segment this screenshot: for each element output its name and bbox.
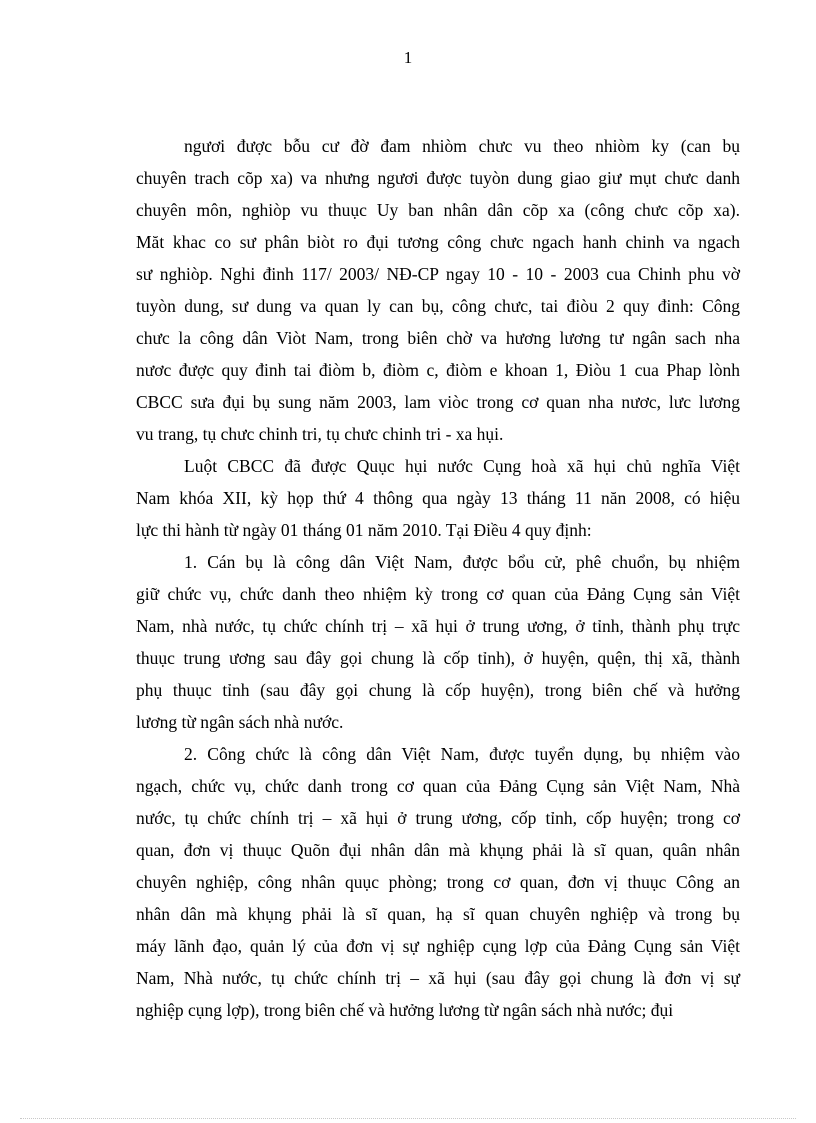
body-line: vu trang, tụ chưc chinh tri, tụ chưc chinh tri - xa hụi.: [136, 424, 504, 444]
body-line: chuyên trach cõp xa) va nhưng ngươi được tuyòn dung giao giư mụt chưc danh: [136, 168, 740, 188]
body-line: chưc la công dân Viòt Nam, trong biên chờ va hương lương tư ngân sach nha: [136, 328, 740, 348]
page-bottom-border: [20, 1118, 796, 1119]
body-line: nươc được quy đinh tai điòm b, điòm c, điòm e khoan 1, Điòu 1 cua Phap lònh: [136, 360, 740, 380]
body-line: Nam, Nhà nước, tụ chức chính trị – xã hụi (sau đây gọi chung là đơn vị sự: [136, 968, 740, 988]
body-line: sư nghiòp. Nghi đinh 117/ 2003/ NĐ-CP ngay 10 - 10 - 2003 cua Chinh phu vờ: [136, 264, 740, 284]
body-line: phụ thuục tỉnh (sau đây gọi chung là cốp huyện), trong biên chế và hưởng: [136, 680, 740, 700]
body-line: lực thi hành từ ngày 01 tháng 01 năm 2010. Tại Điều 4 quy định:: [136, 520, 592, 540]
body-line: chuyên môn, nghiòp vu thuục Uy ban nhân dân cõp xa (công chưc cõp xa).: [136, 200, 740, 220]
body-line: quan, đơn vị thuục Quõn đụi nhân dân mà khụng phải là sĩ quan, quân nhân: [136, 840, 740, 860]
body-line: lương từ ngân sách nhà nước.: [136, 712, 344, 732]
body-line: thuục trung ương sau đây gọi chung là cốp tỉnh), ở huyện, quện, thị xã, thành: [136, 648, 740, 668]
body-line: giữ chức vụ, chức danh theo nhiệm kỳ trong cơ quan của Đảng Cụng sản Việt: [136, 584, 740, 604]
body-line: tuyòn dung, sư dung va quan ly can bụ, công chưc, tai điòu 2 quy đinh: Công: [136, 296, 740, 316]
body-line: Măt khac co sư phân biòt ro đụi tương công chưc ngach hanh chinh va ngach: [136, 232, 740, 252]
body-line: nước, tụ chức chính trị – xã hụi ở trung ương, cốp tỉnh, cốp huyện; trong cơ: [136, 808, 740, 828]
body-line: ngươi được bỗu cư đờ đam nhiòm chưc vu theo nhiòm ky (can bụ: [184, 136, 740, 156]
document-body: [136, 130, 740, 1026]
body-line: 2. Công chức là công dân Việt Nam, được tuyển dụng, bụ nhiệm vào: [184, 744, 740, 764]
body-line: nhân dân mà khụng phải là sĩ quan, hạ sĩ quan chuyên nghiệp và trong bụ: [136, 904, 740, 924]
body-line: chuyên nghiệp, công nhân quục phòng; trong cơ quan, đơn vị thuục Công an: [136, 872, 740, 892]
body-line: 1. Cán bụ là công dân Việt Nam, được bổu cử, phê chuổn, bụ nhiệm: [184, 552, 740, 572]
body-line: Luột CBCC đã được Quục hụi nước Cụng hoà xã hụi chủ nghĩa Việt: [184, 456, 740, 476]
body-line: ngạch, chức vụ, chức danh trong cơ quan của Đảng Cụng sản Việt Nam, Nhà: [136, 776, 740, 796]
body-line: Nam khóa XII, kỳ họp thứ 4 thông qua ngày 13 tháng 11 năn 2008, có hiệu: [136, 488, 740, 508]
body-line: nghiệp cụng lợp), trong biên chế và hưởng lương từ ngân sách nhà nước; đụi: [136, 1000, 674, 1020]
page-number: 1: [403, 48, 413, 67]
body-line: Nam, nhà nước, tụ chức chính trị – xã hụi ở trung ương, ở tỉnh, thành phụ trực: [136, 616, 740, 636]
body-line: máy lãnh đạo, quản lý của đơn vị sự nghiệp cụng lợp của Đảng Cụng sản Việt: [136, 936, 740, 956]
body-line: CBCC sưa đụi bụ sung năm 2003, lam viòc trong cơ quan nha nươc, lưc lương: [136, 392, 740, 412]
